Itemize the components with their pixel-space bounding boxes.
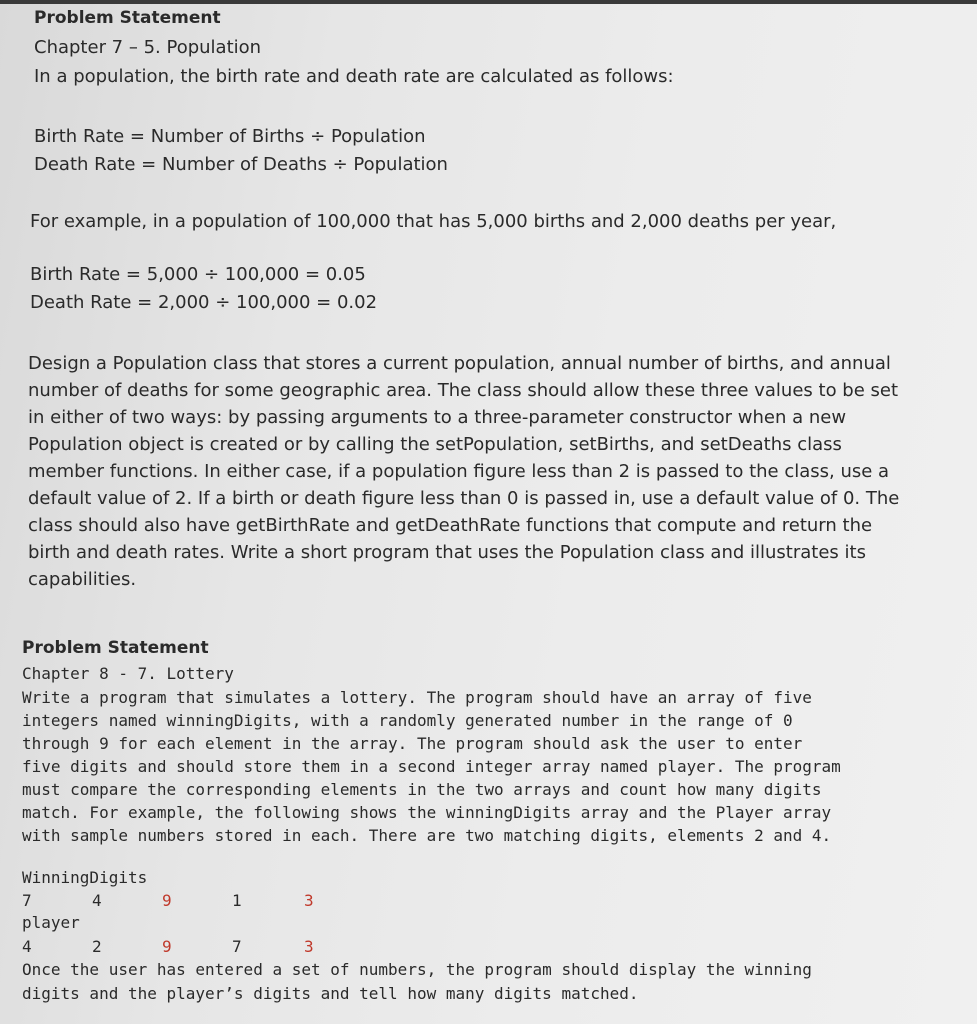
winning-digit: 4 — [92, 891, 102, 910]
description-line: Design a Population class that stores a current population, annual number of births, and annual — [28, 353, 891, 374]
death-rate-formula: Death Rate = Number of Deaths ÷ Population — [34, 154, 448, 175]
player-digit-match: 3 — [304, 937, 314, 956]
problem2-chapter: Chapter 8 - 7. Lottery — [22, 664, 234, 683]
top-edge-bar — [0, 0, 977, 4]
player-label: player — [22, 913, 80, 932]
description-line: capabilities. — [28, 569, 137, 590]
description-line: default value of 2. If a birth or death figure less than 0 is passed in, use a default value of 0. The — [28, 488, 900, 509]
birth-rate-example: Birth Rate = 5,000 ÷ 100,000 = 0.05 — [30, 264, 366, 285]
winning-digits-label: WinningDigits — [22, 868, 148, 887]
death-rate-example: Death Rate = 2,000 ÷ 100,000 = 0.02 — [30, 292, 378, 313]
lottery-description-line: match. For example, the following shows the winningDigits array and the Player array — [22, 803, 832, 822]
lottery-description-line: through 9 for each element in the array. The program should ask the user to enter — [22, 734, 803, 753]
description-line: Population object is created or by calling the setPopulation, setBirths, and setDeaths class — [28, 434, 842, 455]
problem1-chapter: Chapter 7 – 5. Population — [34, 37, 262, 58]
description-line: in either of two ways: by passing arguments to a three-parameter constructor when a new — [28, 407, 847, 428]
lottery-description-line: must compare the corresponding elements in the two arrays and count how many digits — [22, 780, 822, 799]
winning-digit-match: 9 — [162, 891, 172, 910]
lottery-description-line: Write a program that simulates a lottery. The program should have an array of five — [22, 688, 812, 707]
lottery-description-line: five digits and should store them in a second integer array named player. The program — [22, 757, 841, 776]
description-line: birth and death rates. Write a short program that uses the Population class and illustrates its — [28, 542, 866, 563]
problem2-heading: Problem Statement — [22, 638, 209, 658]
problem1-intro: In a population, the birth rate and death rate are calculated as follows: — [34, 66, 674, 87]
player-digit-match: 9 — [162, 937, 172, 956]
lottery-description-line: integers named winningDigits, with a randomly generated number in the range of 0 — [22, 711, 793, 730]
winning-digit-match: 3 — [304, 891, 314, 910]
winning-digit: 1 — [232, 891, 242, 910]
closing-line: digits and the player’s digits and tell how many digits matched. — [22, 984, 639, 1003]
lottery-description-line: with sample numbers stored in each. There are two matching digits, elements 2 and 4. — [22, 826, 832, 845]
description-line: number of deaths for some geographic area. The class should allow these three values to be set — [28, 380, 899, 401]
description-line: member functions. In either case, if a population figure less than 2 is passed to the class, use a — [28, 461, 890, 482]
description-line: class should also have getBirthRate and getDeathRate functions that compute and return the — [28, 515, 873, 536]
player-digit: 4 — [22, 937, 32, 956]
player-digit: 7 — [232, 937, 242, 956]
winning-digit: 7 — [22, 891, 32, 910]
example-intro: For example, in a population of 100,000 that has 5,000 births and 2,000 deaths per year, — [30, 211, 837, 232]
closing-line: Once the user has entered a set of numbers, the program should display the winning — [22, 960, 812, 979]
birth-rate-formula: Birth Rate = Number of Births ÷ Population — [34, 126, 426, 147]
problem1-heading: Problem Statement — [34, 8, 221, 28]
player-digit: 2 — [92, 937, 102, 956]
